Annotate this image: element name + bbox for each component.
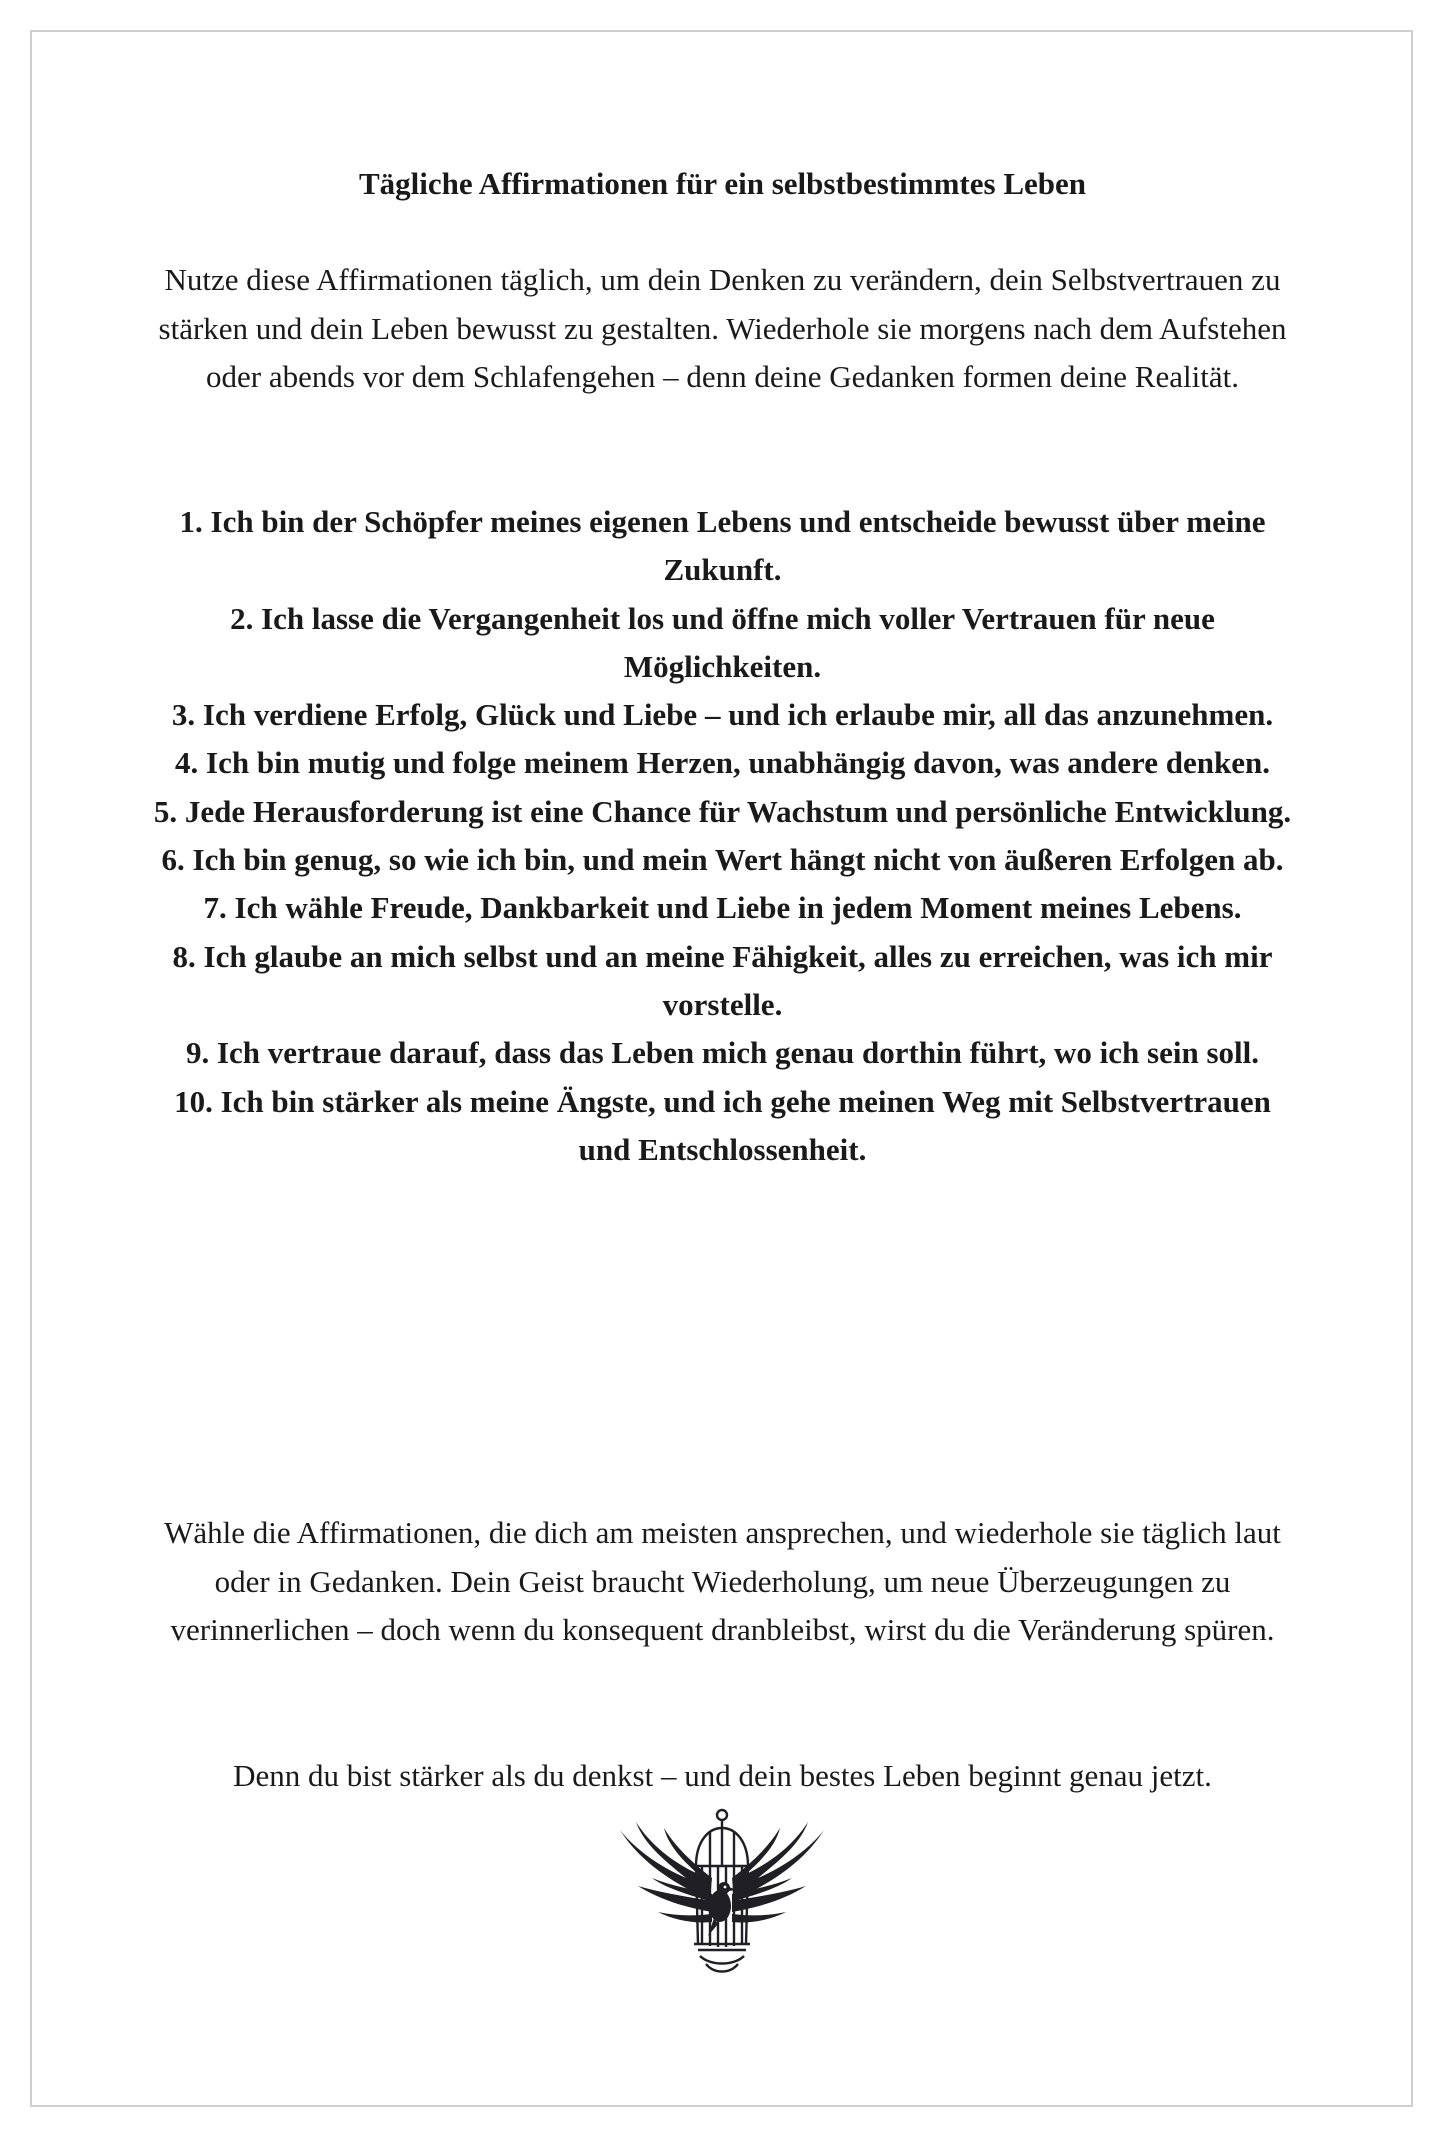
affirmation-list	[150, 498, 1295, 1174]
affirmation-item: 9. Ich vertraue darauf, dass das Leben mich genau dorthin führt, wo ich sein soll.	[185, 1035, 1260, 1071]
affirmation-item: 5. Jede Herausforderung ist eine Chance für Wachstum und persönliche Entwicklung.	[153, 793, 1292, 829]
intro-paragraph: Nutze diese Affirmationen täglich, um dein Denken zu verändern, dein Selbstvertrauen zu stärken und dein Leben bewusst zu gestalten. Wiederhole sie morgens nach dem Aufstehen oder abends vor dem Schlafengehen – denn deine Gedanken formen deine Realität.	[158, 262, 1287, 394]
affirmation-item: 10. Ich bin stärker als meine Ängste, und ich gehe meinen Weg mit Selbstvertrauen und Entschlossenheit.	[174, 1083, 1271, 1167]
document-title: Tägliche Affirmationen für ein selbstbestimmtes Leben	[358, 166, 1087, 201]
closing-line: Denn du bist stärker als du denkst – und dein bestes Leben beginnt genau jetzt.	[233, 1758, 1212, 1793]
affirmation-item: 6. Ich bin genug, so wie ich bin, und mein Wert hängt nicht von äußeren Erfolgen ab.	[161, 842, 1284, 878]
affirmation-item: 8. Ich glaube an mich selbst und an meine Fähigkeit, alles zu erreichen, was ich mir vorstelle.	[172, 938, 1273, 1022]
affirmation-item: 7. Ich wähle Freude, Dankbarkeit und Liebe in jedem Moment meines Lebens.	[203, 890, 1242, 926]
affirmation-item: 1. Ich bin der Schöpfer meines eigenen Lebens und entscheide bewusst über meine Zukunft.	[179, 504, 1266, 588]
affirmation-item: 3. Ich verdiene Erfolg, Glück und Liebe – und ich erlaube mir, all das anzunehmen.	[171, 697, 1274, 733]
outro-paragraph: Wähle die Affirmationen, die dich am meisten ansprechen, und wiederhole sie täglich laut oder in Gedanken. Dein Geist braucht Wiederholung, um neue Überzeugungen zu verinnerlichen – doch wenn du konsequent dranbleibst, wirst du die Veränderung spüren.	[164, 1515, 1281, 1647]
winged-birdcage-icon	[614, 1808, 830, 1978]
affirmation-item: 2. Ich lasse die Vergangenheit los und öffne mich voller Vertrauen für neue Möglichkeiten.	[230, 600, 1215, 684]
affirmation-item: 4. Ich bin mutig und folge meinem Herzen, unabhängig davon, was andere denken.	[175, 745, 1270, 781]
